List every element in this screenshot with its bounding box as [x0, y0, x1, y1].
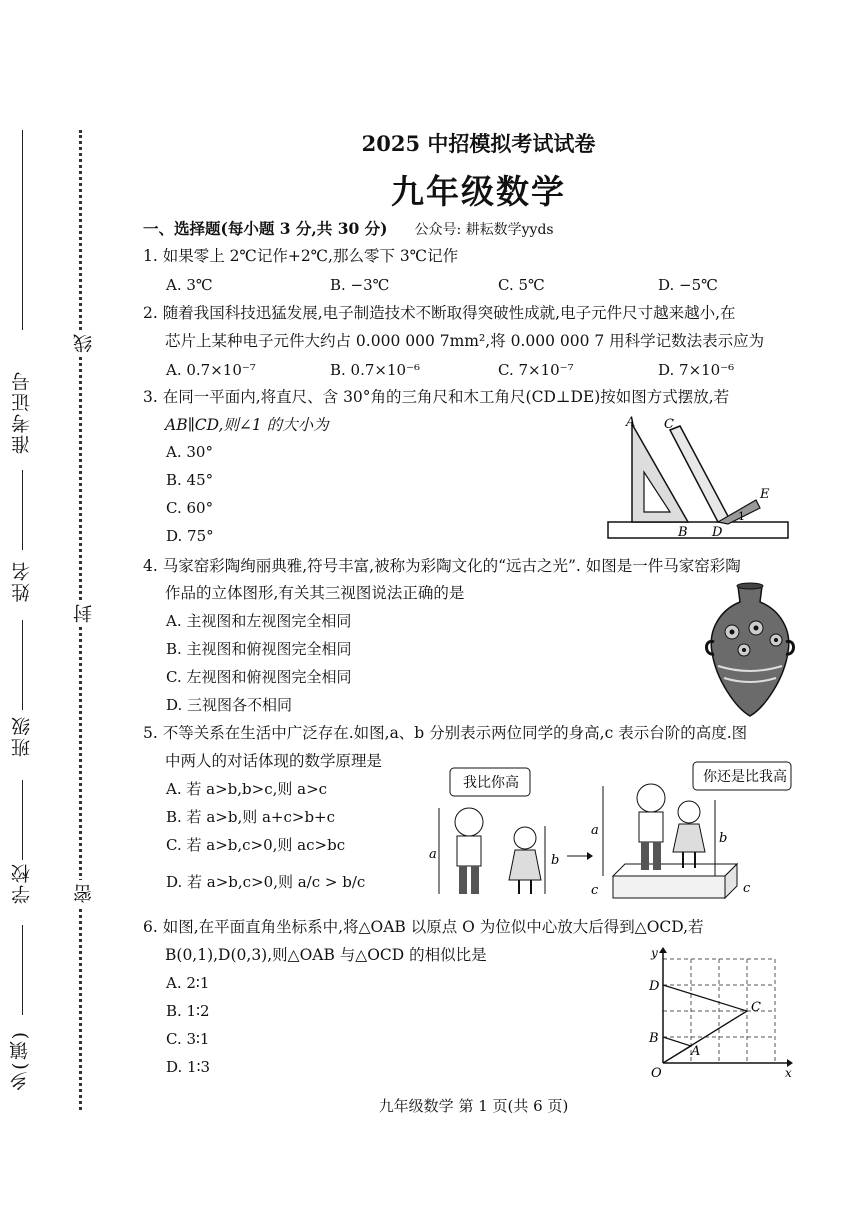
field-exam-number: 准考证号	[11, 370, 33, 454]
field-name: 姓名	[11, 560, 33, 602]
label-a: A	[626, 415, 636, 430]
label-b-left: b	[551, 853, 560, 868]
exam-title: 2025 中招模拟考试试卷	[361, 131, 596, 156]
q3-option-b: B. 45°	[166, 471, 214, 489]
q6-option-d: D. 1∶3	[166, 1058, 211, 1076]
label-c: C	[664, 417, 674, 432]
q4-option-a: A. 主视图和左视图完全相同	[166, 612, 352, 630]
q2-option-d: D. 7×10⁻⁶	[658, 361, 735, 379]
field-line	[22, 130, 23, 330]
field-line	[22, 470, 23, 550]
q3-option-d: D. 75°	[166, 527, 214, 545]
q5-figure	[425, 760, 800, 905]
section-title: 一、选择题(每小题 3 分,共 30 分)	[143, 219, 388, 238]
field-township: 乡(镇)	[9, 1030, 31, 1091]
label-y: y	[651, 946, 658, 960]
q2-option-b: B. 0.7×10⁻⁶	[330, 361, 420, 379]
field-school: 学校	[11, 862, 33, 904]
field-class: 班级	[11, 715, 33, 757]
q2-option-a: A. 0.7×10⁻⁷	[166, 361, 256, 379]
q6-stem-line1: 6. 如图,在平面直角坐标系中,将△OAB 以原点 O 为位似中心放大后得到△OCD,若	[143, 918, 704, 936]
section-heading	[143, 219, 554, 240]
seal-mark-line: 线	[70, 330, 97, 357]
bubble-text-right: 你还是比我高	[703, 769, 787, 785]
label-c-right: c	[743, 881, 751, 896]
label-b-right: b	[719, 831, 728, 846]
q4-option-d: D. 三视图各不相同	[166, 696, 293, 714]
seal-mark-secret: 密	[70, 880, 97, 907]
q6-coordinate-figure	[645, 945, 795, 1080]
q1-option-d: D. −5℃	[658, 276, 718, 294]
label-b: B	[649, 1031, 659, 1046]
q5-option-b: B. 若 a>b,则 a+c>b+c	[166, 808, 336, 826]
q2-option-c: C. 7×10⁻⁷	[498, 361, 574, 379]
field-line	[22, 620, 23, 710]
subject-title: 九年级数学	[391, 172, 566, 211]
label-o: O	[651, 1066, 662, 1080]
label-c-left: c	[591, 883, 599, 898]
field-line	[22, 925, 23, 1015]
q1-option-a: A. 3℃	[166, 276, 213, 294]
label-c: C	[751, 1000, 761, 1015]
label-a: A	[691, 1044, 701, 1059]
ruler-shape	[608, 522, 788, 538]
label-d: D	[712, 525, 723, 540]
page-footer: 九年级数学 第 1 页(共 6 页)	[378, 1097, 569, 1115]
q3-stem-line1: 3. 在同一平面内,将直尺、含 30°角的三角尺和木工角尺(CD⊥DE)按如图方式摆放,若	[143, 388, 730, 406]
label-d: D	[649, 979, 660, 994]
q2-stem-line1: 2. 随着我国科技迅猛发展,电子制造技术不断取得突破性成就,电子元件尺寸越来越小,在	[143, 304, 736, 322]
q6-option-a: A. 2∶1	[166, 974, 210, 992]
q6-option-c: C. 3∶1	[166, 1030, 210, 1048]
q6-option-b: B. 1∶2	[166, 1002, 210, 1020]
q5-stem-line1: 5. 不等关系在生活中广泛存在.如图,a、b 分别表示两位同学的身高,c 表示台阶的高度.图	[143, 724, 748, 742]
seal-mark-seal: 封	[70, 600, 97, 627]
q2-stem-line2: 芯片上某种电子元件大约占 0.000 000 7mm²,将 0.000 000 7 用科学记数法表示应为	[165, 332, 765, 350]
q5-stem-line2: 中两人的对话体现的数学原理是	[165, 752, 383, 770]
q1-stem: 1. 如果零上 2℃记作+2℃,那么零下 3℃记作	[143, 247, 459, 265]
q5-option-d: D. 若 a>b,c>0,则 a/c > b/c	[166, 873, 366, 891]
label-b: B	[678, 525, 688, 540]
q4-option-b: B. 主视图和俯视图完全相同	[166, 640, 352, 658]
label-e: E	[760, 487, 770, 502]
q5-option-c: C. 若 a>b,c>0,则 ac>bc	[166, 836, 346, 854]
q4-option-c: C. 左视图和俯视图完全相同	[166, 668, 352, 686]
q4-stem-line1: 4. 马家窑彩陶绚丽典雅,符号丰富,被称为彩陶文化的“远古之光”. 如图是一件马家窑彩陶	[143, 557, 741, 575]
field-line	[22, 780, 23, 860]
label-angle-1: 1	[738, 510, 745, 523]
q6-stem-line2: B(0,1),D(0,3),则△OAB 与△OCD 的相似比是	[165, 946, 487, 964]
label-a-right: a	[591, 823, 599, 838]
q3-stem-line2: AB∥CD,则∠1 的大小为	[165, 416, 329, 434]
q1-option-c: C. 5℃	[498, 276, 545, 294]
bubble-text-left: 我比你高	[463, 775, 519, 791]
q3-figure	[600, 412, 800, 552]
q3-option-a: A. 30°	[166, 443, 213, 461]
q3-option-c: C. 60°	[166, 499, 214, 517]
label-a-left: a	[429, 847, 437, 862]
q5-option-a: A. 若 a>b,b>c,则 a>c	[166, 780, 328, 798]
q1-option-b: B. −3℃	[330, 276, 390, 294]
section-note: 公众号: 耕耘数学yyds	[414, 222, 554, 238]
label-x: x	[785, 1066, 792, 1080]
q4-stem-line2: 作品的立体图形,有关其三视图说法正确的是	[165, 584, 465, 602]
pottery-vase-image	[700, 580, 800, 720]
